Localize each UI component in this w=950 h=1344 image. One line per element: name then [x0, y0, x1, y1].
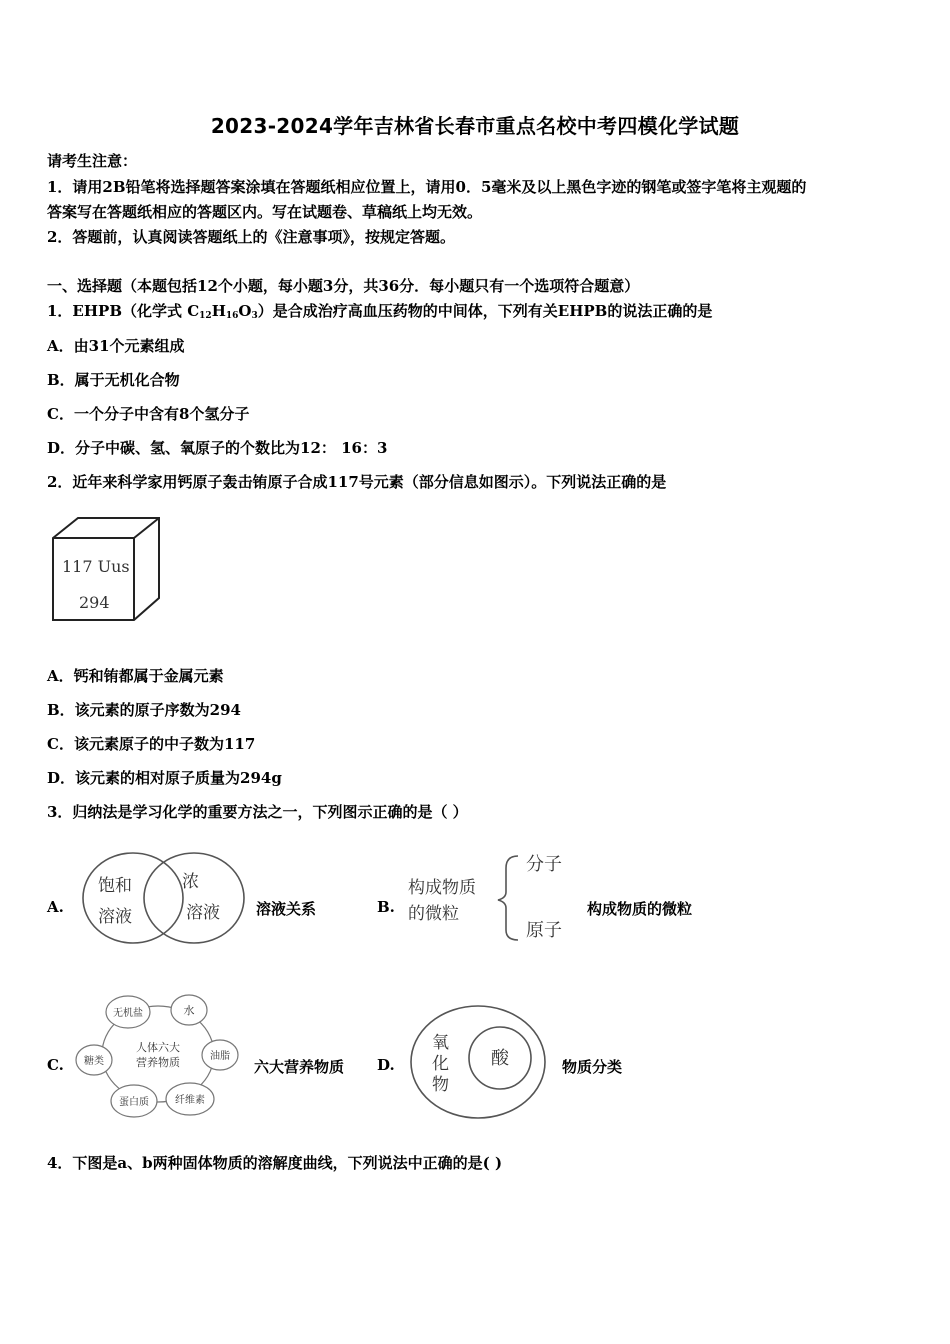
substance-classification-figure	[404, 1000, 554, 1126]
q1-option-b: B．属于无机化合物	[47, 371, 180, 389]
svg-text:浓: 浓	[182, 872, 199, 892]
svg-text:溶液: 溶液	[98, 907, 132, 927]
q3-option-d-caption: 物质分类	[562, 1058, 623, 1076]
q3-option-a-caption: 溶液关系	[256, 900, 317, 918]
q2-option-c: C．该元素原子的中子数为117	[47, 735, 256, 753]
svg-text:化: 化	[432, 1054, 449, 1074]
q3-stem: 3．归纳法是学习化学的重要方法之一，下列图示正确的是（ ）	[47, 803, 468, 821]
element-mass-text: 294	[79, 593, 110, 612]
notice-heading: 请考生注意：	[47, 152, 138, 170]
particle-bracket-figure	[402, 846, 582, 946]
notice-item-2: 2．答题前，认真阅读答题纸上的《注意事项》，按规定答题。	[47, 228, 455, 246]
q3-option-a-label: A.	[47, 898, 64, 916]
svg-text:氧: 氧	[432, 1033, 449, 1053]
q3-option-b-label: B.	[377, 898, 395, 916]
svg-text:饱和: 饱和	[98, 876, 132, 896]
svg-text:原子: 原子	[526, 920, 562, 941]
q3-option-c-caption: 六大营养物质	[254, 1058, 345, 1076]
q1-option-c: C．一个分子中含有8个氢分子	[47, 405, 250, 423]
element-symbol-text: 117 Uus	[62, 557, 130, 576]
svg-text:构成物质: 构成物质	[408, 878, 476, 898]
nutrients-ring-figure	[70, 988, 246, 1120]
svg-text:无机盐: 无机盐	[113, 1008, 143, 1019]
section-heading: 一、选择题（本题包括12个小题，每小题3分，共36分．每小题只有一个选项符合题意）	[47, 277, 640, 295]
svg-text:蛋白质: 蛋白质	[119, 1097, 149, 1108]
svg-text:酸: 酸	[491, 1048, 509, 1069]
notice-item-1-line-2: 答案写在答题纸相应的答题区内。写在试题卷、草稿纸上均无效。	[47, 203, 483, 221]
q3-option-c-label: C.	[47, 1056, 64, 1074]
svg-text:纤维素: 纤维素	[175, 1095, 205, 1106]
svg-text:分子: 分子	[526, 854, 562, 875]
svg-text:的微粒: 的微粒	[408, 904, 459, 924]
svg-text:人体六大: 人体六大	[136, 1041, 180, 1054]
q3-option-d-label: D.	[377, 1056, 395, 1074]
svg-text:溶液: 溶液	[186, 903, 220, 923]
q1-option-a: A．由31个元素组成	[47, 337, 185, 355]
q2-option-a: A．钙和铕都属于金属元素	[47, 667, 224, 685]
q1-stem: 1．EHPB（化学式 $C_{12}H_{16}O_3$）是合成治疗高血压药物的中间体，下列有关EHPB的说法正确的是	[47, 302, 713, 321]
svg-text:油脂: 油脂	[210, 1051, 230, 1062]
svg-text:水: 水	[183, 1004, 195, 1017]
page-title: 2023-2024学年吉林省长春市重点名校中考四模化学试题	[210, 114, 740, 138]
solution-venn-figure	[76, 846, 248, 950]
svg-text:物: 物	[432, 1075, 449, 1095]
q4-stem: 4．下图是a、b两种固体物质的溶解度曲线，下列说法中正确的是( )	[47, 1154, 503, 1172]
q1-option-d: D．分子中碳、氢、氧原子的个数比为12： 16：3	[47, 439, 388, 457]
q2-option-d: D．该元素的相对原子质量为294g	[47, 769, 282, 787]
svg-text:营养物质: 营养物质	[136, 1056, 180, 1069]
q2-stem: 2．近年来科学家用钙原子轰击铕原子合成117号元素（部分信息如图示）。下列说法正确的是	[47, 473, 667, 491]
q3-option-b-caption: 构成物质的微粒	[587, 900, 693, 918]
notice-item-1-line-1: 1．请用2B铅笔将选择题答案涂填在答题纸相应位置上，请用0．5毫米及以上黑色字迹的钢笔或签字笔将主观题的	[47, 178, 807, 196]
element-cube-figure	[48, 514, 164, 626]
q2-option-b: B．该元素的原子序数为294	[47, 701, 241, 719]
svg-text:糖类: 糖类	[84, 1056, 104, 1067]
